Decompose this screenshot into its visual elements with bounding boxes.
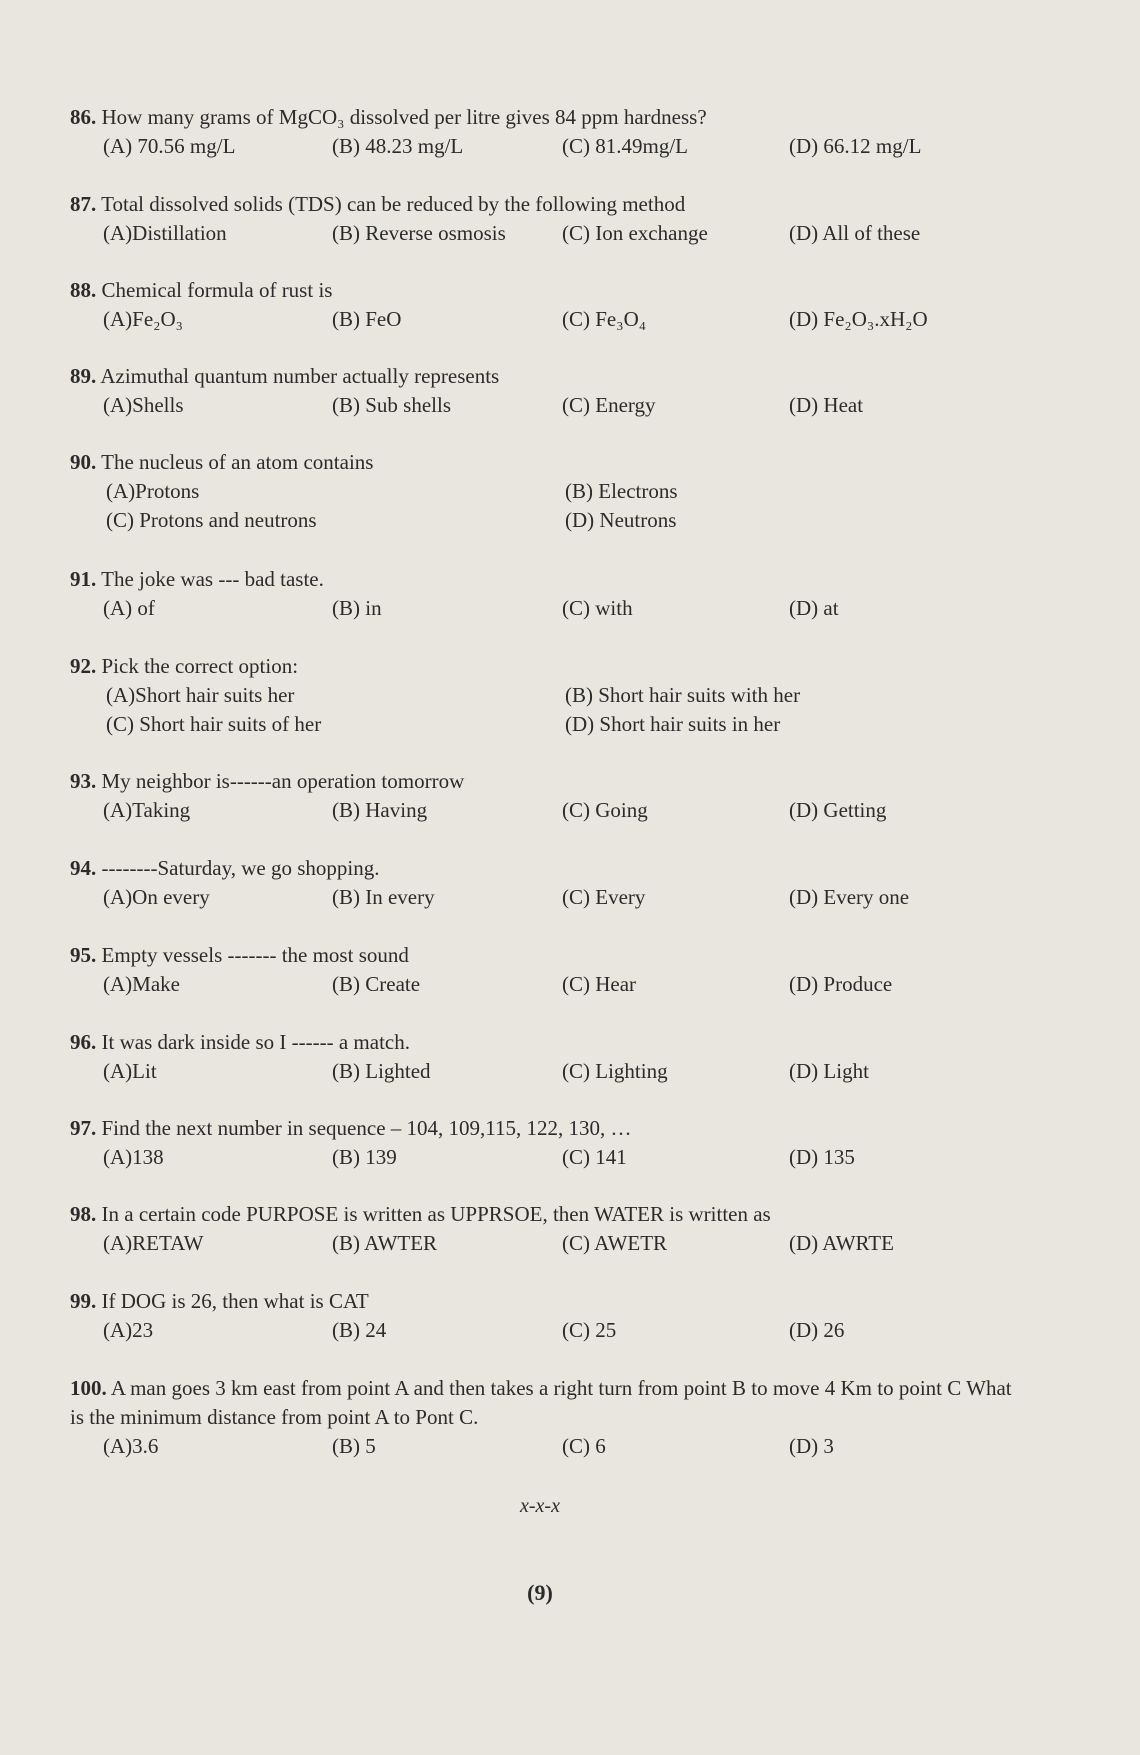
question-88 (70, 276, 1070, 334)
question-number: 90. (70, 450, 97, 474)
options-row (70, 305, 1070, 334)
option-c: (C) Fe₃O₄ (562, 307, 647, 331)
question-number: 97. (70, 1116, 97, 1140)
option-a: (A)Fe₂O₃ (103, 307, 183, 331)
option-c: (C) 141 (562, 1145, 627, 1169)
option-b: (B) Sub shells (332, 393, 452, 417)
option-a: (A)Distillation (103, 221, 227, 245)
question-92 (70, 652, 1070, 739)
options-row (70, 1143, 1070, 1172)
option-d: (D) Light (789, 1059, 869, 1083)
question-90 (70, 448, 1070, 535)
question-stem: Total dissolved solids (TDS) can be reduced by the following method (101, 192, 686, 216)
option-a: (A)Make (103, 972, 180, 996)
question-stem: In a certain code PURPOSE is written as UPPRSOE, then WATER is written as (101, 1202, 771, 1226)
option-a: (A)Lit (103, 1059, 157, 1083)
option-c: (C) Hear (562, 972, 637, 996)
option-d: (D) at (789, 596, 839, 620)
question-96 (70, 1028, 1070, 1086)
option-c: (C) 81.49mg/L (562, 134, 688, 158)
option-a: (A)Shells (103, 393, 184, 417)
options-row (70, 1432, 1070, 1461)
options-row (70, 681, 1070, 710)
option-a: (A)138 (103, 1145, 164, 1169)
question-stem: The joke was --- bad taste. (101, 567, 324, 591)
option-b: (B) 24 (332, 1318, 387, 1342)
option-a: (A)Short hair suits her (106, 683, 295, 707)
option-a: (A)RETAW (103, 1231, 204, 1255)
option-d: (D) Every one (789, 885, 910, 909)
question-number: 94. (70, 856, 97, 880)
options-row (70, 477, 1070, 506)
question-stem: Pick the correct option: (101, 654, 299, 678)
question-89 (70, 362, 1070, 420)
question-stem: The nucleus of an atom contains (101, 450, 374, 474)
option-c: (C) Short hair suits of her (106, 712, 322, 736)
question-number: 89. (70, 364, 97, 388)
option-c: (C) Going (562, 798, 648, 822)
option-d: (D) Neutrons (565, 508, 677, 532)
options-row (70, 219, 1070, 248)
question-stem: Chemical formula of rust is (101, 278, 333, 302)
question-94 (70, 854, 1070, 912)
option-d: (D) 66.12 mg/L (789, 134, 922, 158)
question-93 (70, 767, 1070, 825)
option-d: (D) Getting (789, 798, 887, 822)
options-row (70, 970, 1070, 999)
option-c: (C) with (562, 596, 633, 620)
option-d: (D) 135 (789, 1145, 855, 1169)
option-a: (A)23 (103, 1318, 154, 1342)
option-a: (A)Taking (103, 798, 191, 822)
option-b: (B) Lighted (332, 1059, 431, 1083)
option-c: (C) AWETR (562, 1231, 668, 1255)
option-b: (B) Short hair suits with her (565, 683, 801, 707)
option-c: (C) Protons and neutrons (106, 508, 317, 532)
question-number: 93. (70, 769, 97, 793)
option-b: (B) Electrons (565, 479, 678, 503)
option-c: (C) 25 (562, 1318, 617, 1342)
option-d: (D) All of these (789, 221, 921, 245)
option-c: (C) Ion exchange (562, 221, 708, 245)
option-b: (B) Create (332, 972, 421, 996)
question-number: 92. (70, 654, 97, 678)
options-row (70, 883, 1070, 912)
question-99 (70, 1287, 1070, 1345)
option-d: (D) Heat (789, 393, 864, 417)
option-a: (A)On every (103, 885, 210, 909)
question-stem: --------Saturday, we go shopping. (101, 856, 380, 880)
question-86 (70, 103, 1070, 161)
option-d: (D) Short hair suits in her (565, 712, 781, 736)
option-d: (D) AWRTE (789, 1231, 894, 1255)
question-97 (70, 1114, 1070, 1172)
option-b: (B) AWTER (332, 1231, 438, 1255)
option-c: (C) Every (562, 885, 646, 909)
question-number: 91. (70, 567, 97, 591)
option-d: (D) 3 (789, 1434, 834, 1458)
options-row (70, 1316, 1070, 1345)
option-c: (C) Lighting (562, 1059, 668, 1083)
options-row (70, 1229, 1070, 1258)
option-b: (B) FeO (332, 307, 402, 331)
options-row (70, 710, 1070, 739)
option-b: (B) 139 (332, 1145, 397, 1169)
page-number: (9) (527, 1580, 553, 1605)
options-row (70, 132, 1070, 161)
question-stem: Find the next number in sequence – 104, 109,115, 122, 130, … (101, 1116, 632, 1140)
question-stem: Empty vessels ------- the most sound (101, 943, 409, 967)
option-a: (A) of (103, 596, 155, 620)
option-b: (B) Reverse osmosis (332, 221, 506, 245)
options-row (70, 391, 1070, 420)
option-b: (B) 5 (332, 1434, 376, 1458)
question-stem: It was dark inside so I ------ a match. (101, 1030, 410, 1054)
option-b: (B) 48.23 mg/L (332, 134, 464, 158)
option-a: (A)Protons (106, 479, 200, 503)
question-95 (70, 941, 1070, 999)
question-stem: My neighbor is------an operation tomorrow (101, 769, 465, 793)
question-number: 98. (70, 1202, 97, 1226)
question-number: 96. (70, 1030, 97, 1054)
question-number: 95. (70, 943, 97, 967)
question-number: 88. (70, 278, 97, 302)
question-number: 86. (70, 105, 97, 129)
option-d: (D) Fe₂O₃.xH₂O (789, 307, 928, 331)
options-row (70, 1057, 1070, 1086)
option-b: (B) Having (332, 798, 428, 822)
options-row (70, 796, 1070, 825)
question-87 (70, 190, 1070, 248)
question-stem: A man goes 3 km east from point A and then takes a right turn from point B to move 4 Km to point C What is the minimum distance from point A to Pont C. (70, 1376, 1012, 1429)
option-a: (A)3.6 (103, 1434, 159, 1458)
option-c: (C) Energy (562, 393, 656, 417)
question-number: 100. (70, 1376, 107, 1400)
question-stem: Azimuthal quantum number actually represents (100, 364, 500, 388)
question-100 (70, 1374, 1070, 1461)
question-stem: If DOG is 26, then what is CAT (101, 1289, 369, 1313)
question-number: 87. (70, 192, 97, 216)
option-d: (D) Produce (789, 972, 893, 996)
options-row (70, 506, 1070, 535)
option-b: (B) in (332, 596, 382, 620)
option-c: (C) 6 (562, 1434, 606, 1458)
option-d: (D) 26 (789, 1318, 845, 1342)
question-stem: How many grams of MgCO₃ dissolved per litre gives 84 ppm hardness? (101, 105, 707, 129)
end-mark: x-x-x (520, 1495, 560, 1517)
question-91 (70, 565, 1070, 623)
options-row (70, 594, 1070, 623)
option-b: (B) In every (332, 885, 435, 909)
question-number: 99. (70, 1289, 97, 1313)
option-a: (A) 70.56 mg/L (103, 134, 236, 158)
question-98 (70, 1200, 1070, 1258)
